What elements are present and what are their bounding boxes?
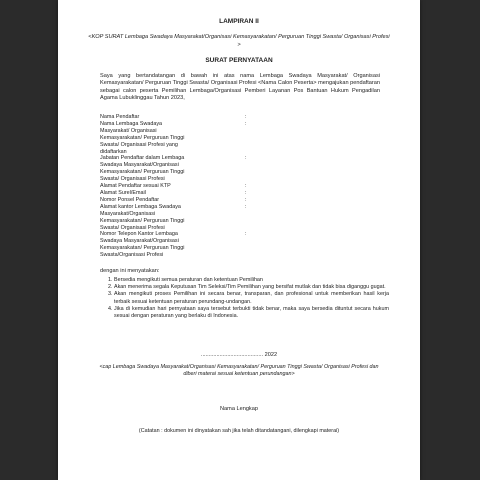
field-row — [100, 252, 390, 259]
document-page — [58, 0, 420, 480]
field-row — [100, 135, 390, 142]
stamp-placeholder: <cap Lembaga Swadaya Masyarakat/Organisasi Kemasyarakatan/ Perguruan Tinggi Swasta/ Organisasi Profesi dan diberi materai sesuai ketentuan perundangan> — [99, 364, 379, 378]
field-row — [100, 183, 390, 190]
field-colon — [245, 169, 257, 176]
field-row — [100, 121, 390, 128]
field-row — [100, 245, 390, 252]
field-row — [100, 238, 390, 245]
field-colon: : — [245, 203, 247, 210]
field-colon — [245, 135, 257, 142]
field-label: Kemasyarakatan/ Perguruan Tinggi — [100, 217, 185, 224]
field-colon — [245, 162, 257, 169]
field-label: Swadaya Masyarakat/Organisasi — [100, 162, 179, 169]
field-colon — [245, 149, 257, 156]
field-colon — [245, 245, 257, 252]
field-label: didaftarkan — [100, 148, 127, 155]
field-row — [100, 142, 390, 149]
field-label: Swadaya Masyarakat/Organisasi — [100, 238, 179, 245]
document-title: LAMPIRAN II — [219, 18, 259, 25]
intro-paragraph: Saya yang bertandatangan di bawah ini atas nama Lembaga Swadaya Masyarakat/ Organisasi Kemasyarakatan/ Perguruan Tinggi Swasta/ Organisasi Profesi <Nama Calon Peserta> mengajukan pendaftaran sebagai calon peserta Pemilihan Lembaga/Organisasi Pemberi Layanan Pos Bantuan Hukum Pengadilan Agama Lubuklinggau Tahun 2023, — [100, 73, 380, 102]
field-label: Swasta/ Organisasi Profesi yang — [100, 141, 178, 148]
field-label: Kemasyarakatan/ Perguruan Tinggi — [100, 169, 185, 176]
field-row — [100, 204, 390, 211]
field-row — [100, 128, 390, 135]
field-list — [100, 114, 390, 259]
field-label: Swasta/Organisasi Profesi — [100, 252, 164, 259]
statement-item: 1. Bersedia mengikuti semua peraturan dan ketentuan Pemilihan — [114, 277, 389, 284]
field-label: Alamat Pendaftar sesuai KTP — [100, 183, 171, 190]
field-label: Nama Pendaftar — [100, 114, 140, 120]
date-line: ........................................ 2022 — [200, 352, 278, 358]
field-row — [100, 162, 390, 169]
field-label: Nomor Telepon Kantor Lembaga — [100, 231, 178, 238]
field-label: Masyarakat/ Organisasi — [100, 127, 157, 134]
field-row — [100, 190, 390, 197]
field-row — [100, 155, 390, 162]
field-label: Jabatan Pendaftar dalam Lembaga — [100, 155, 185, 162]
field-colon — [245, 211, 257, 218]
field-colon: : — [245, 155, 247, 162]
field-colon — [245, 225, 257, 232]
letterhead-placeholder: <KOP SURAT Lembaga Swadaya Masyarakat/Organisasi Kemasyarakatan/ Perguruan Tinggi Swasta/ Organisasi Profesi > — [88, 34, 390, 48]
field-colon: : — [245, 189, 247, 196]
field-colon — [245, 142, 257, 149]
statement-item: 3. Akan mengikuti proses Pemilihan ini secara benar, transparan, dan profesional untuk memberikan hasil kerja terbaik sesuai ketentuan peraturan perundang-undangan. — [114, 291, 389, 305]
field-label: Kemasyarakatan/ Perguruan Tinggi — [100, 245, 185, 252]
field-label: Nomor Ponsel Pendaftar — [100, 196, 160, 203]
field-row — [100, 197, 390, 204]
document-heading: SURAT PERNYATAAN — [205, 57, 273, 64]
statement-list — [100, 277, 389, 320]
document-note: (Catatan : dokumen ini dinyatakan sah jika telah ditandatangani, dilengkapi materai) — [138, 428, 340, 434]
field-label: Masyarakat/Organisasi — [100, 210, 156, 217]
statement-item: 4. Jika di kemudian hari pernyataan saya tersebut terbukti tidak benar, maka saya bersedia dituntut secara hukum sesuai dengan peraturan yang berlaku di Indonesia. — [114, 306, 389, 320]
field-label: Alamat Surel/Email — [100, 189, 146, 196]
statements-intro: dengan ini menyatakan: — [100, 268, 160, 274]
field-colon: : — [245, 120, 247, 127]
field-row — [100, 149, 390, 156]
field-label: Swasta/ Organisasi Profesi — [100, 176, 165, 183]
statement-item: 2. Akan menerima segala Keputusan Tim Seleksi/Tim Pemilihan yang bersifat mutlak dan tidak bisa diganggu gugat. — [114, 284, 389, 291]
field-row — [100, 225, 390, 232]
field-row — [100, 231, 390, 238]
field-colon: : — [245, 231, 247, 238]
field-colon — [245, 128, 257, 135]
field-colon — [245, 176, 257, 183]
field-label: Alamat kantor Lembaga Swadaya — [100, 203, 181, 210]
field-row — [100, 169, 390, 176]
field-row — [100, 218, 390, 225]
field-colon — [245, 238, 257, 245]
field-colon — [245, 252, 257, 259]
signer-name: Nama Lengkap — [220, 406, 258, 412]
field-label: Nama Lembaga Swadaya — [100, 120, 163, 127]
field-colon: : — [245, 114, 247, 120]
field-label: Kemasyarakatan/ Perguruan Tinggi — [100, 134, 185, 141]
field-row — [100, 176, 390, 183]
field-row — [100, 114, 390, 121]
field-label: Swasta/ Organisasi Profesi — [100, 224, 165, 231]
field-row — [100, 211, 390, 218]
field-colon: : — [245, 183, 247, 190]
field-colon — [245, 218, 257, 225]
field-colon: : — [245, 196, 247, 203]
